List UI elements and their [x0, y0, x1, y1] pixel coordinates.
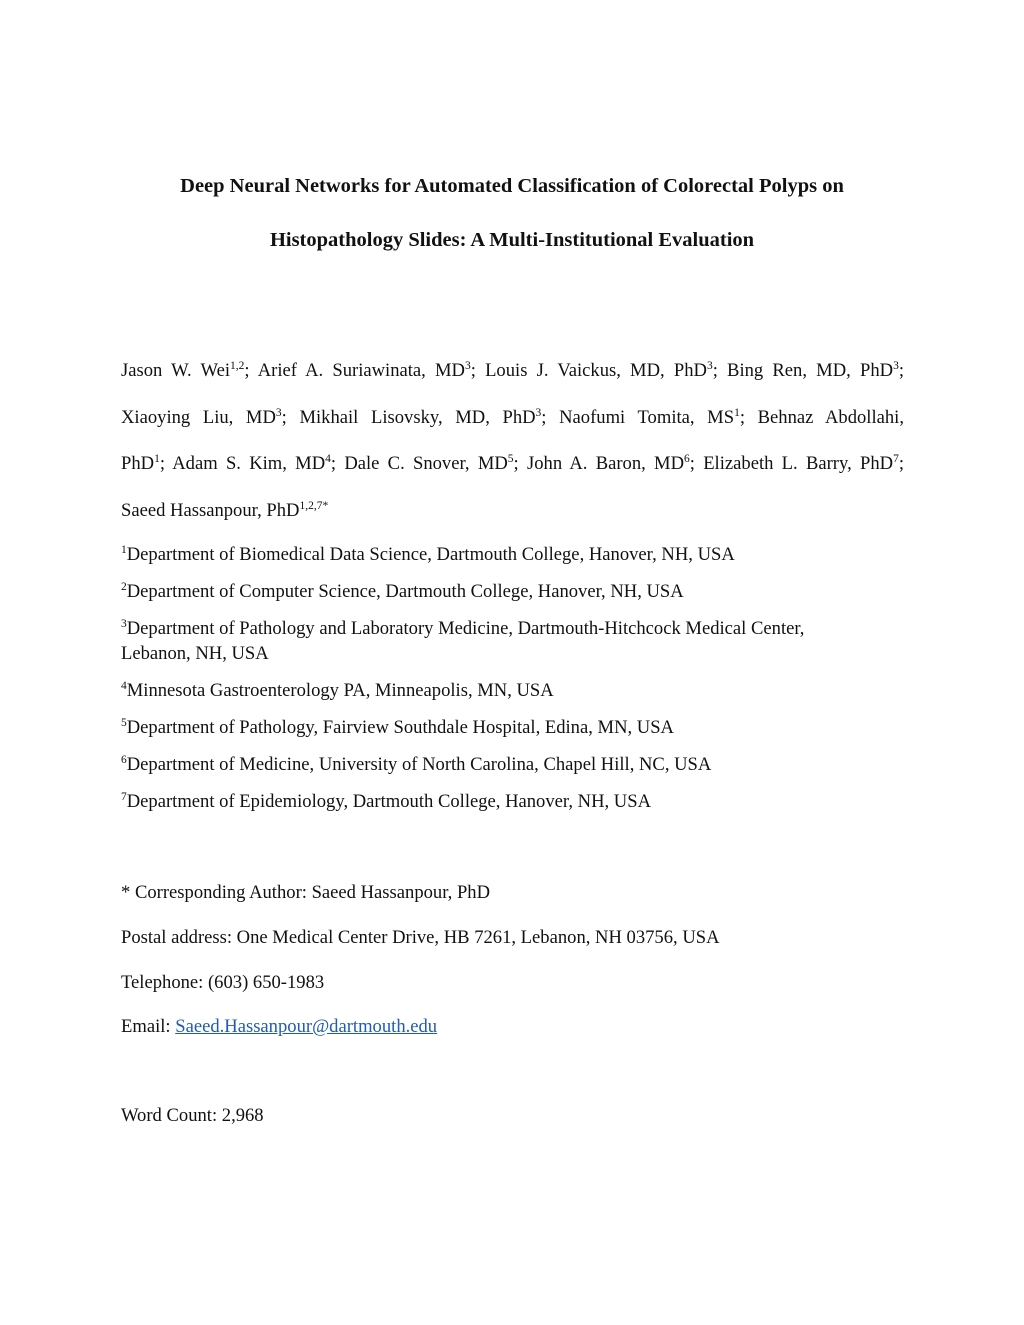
- affiliation-number: 2: [121, 581, 127, 593]
- author-name-part: Behnaz Abdollahi,: [757, 406, 904, 428]
- word-count: Word Count: 2,968: [121, 1105, 264, 1126]
- author-affiliation-mark: 3: [464, 360, 471, 372]
- affiliation-item: [121, 789, 911, 814]
- author-line-1: Jason W. Wei$^{1,2}$; Arief A. Suriawinata, $MD^3$; Louis J. Vaickus, MD, PhD$^3$; Bing Ren, MD, PhD$^3$;: [121, 360, 904, 381]
- author-affiliation-mark: 3: [275, 406, 282, 419]
- affiliation-list: [121, 542, 911, 826]
- author-name: Mikhail Lisovsky, MD, PhD: [299, 406, 536, 428]
- author-name: Jason W. Wei: [121, 360, 230, 381]
- author-name: Naofumi Tomita, MS: [559, 406, 735, 428]
- author-name: Bing Ren, MD, PhD: [727, 360, 894, 381]
- affiliation-text: Department of Computer Science, Dartmouth College, Hanover, NH, USA: [126, 581, 684, 602]
- affiliation-number: 5: [121, 717, 127, 729]
- author-name: Dale C. Snover, MD: [344, 453, 508, 474]
- author-name-part: PhD: [121, 453, 155, 474]
- corresponding-author: * Corresponding Author: Saeed Hassanpour, PhD: [121, 882, 491, 903]
- affiliation-number: 7: [121, 791, 127, 803]
- author-affiliation-mark: 3: [893, 360, 899, 372]
- author-line-2: Xiaoying Liu, $MD^3$; Mikhail Lisovsky, MD, PhD$^3$; Naofumi Tomita, $MS^1$; Behnaz Abdollahi,: [121, 406, 904, 428]
- affiliation-item: [121, 542, 911, 567]
- email-label: Email:: [121, 1016, 176, 1037]
- author-affiliation-mark: 1,2,7*: [299, 499, 329, 512]
- author-list: [121, 348, 904, 534]
- author-name: Saeed Hassanpour, PhD: [121, 499, 300, 521]
- author-affiliation-mark: 6: [684, 453, 690, 465]
- email-line: [121, 1016, 437, 1038]
- email-link[interactable]: Saeed.Hassanpour@dartmouth.edu: [175, 1016, 438, 1037]
- author-line-4: [121, 488, 904, 535]
- postal-address: Postal address: One Medical Center Drive, HB 7261, Lebanon, NH 03756, USA: [121, 927, 720, 948]
- affiliation-item: [121, 616, 911, 666]
- author-name: Adam S. Kim, MD: [172, 453, 326, 474]
- affiliation-text: Department of Epidemiology, Dartmouth College, Hanover, NH, USA: [126, 791, 651, 812]
- affiliation-item: [121, 678, 911, 703]
- affiliation-text: Minnesota Gastroenterology PA, Minneapolis, MN, USA: [126, 680, 554, 701]
- author-affiliation-mark: 3: [706, 360, 713, 372]
- author-name: Arief A. Suriawinata, MD: [257, 360, 465, 381]
- author-line-3: PhD$^1$; Adam S. Kim, $MD^4$; Dale C. Snover, $MD^5$; John A. Baron, $MD^6$; Elizabeth L. Barry, PhD$^7$;: [121, 453, 904, 474]
- affiliation-text-continued: Lebanon, NH, USA: [121, 643, 269, 664]
- author-name: John A. Baron, MD: [526, 453, 685, 474]
- author-name: Xiaoying Liu, MD: [121, 406, 276, 428]
- author-affiliation-mark: 4: [325, 453, 331, 465]
- affiliation-item: [121, 715, 911, 740]
- author-affiliation-mark: 1: [734, 406, 740, 419]
- affiliation-text: Department of Pathology, Fairview Southdale Hospital, Edina, MN, USA: [126, 717, 674, 738]
- author-affiliation-mark: 1,2: [230, 360, 245, 372]
- author-name: Louis J. Vaickus, MD, PhD: [485, 360, 707, 381]
- paper-title-line-1: Deep Neural Networks for Automated Classification of Colorectal Polyps on: [180, 175, 844, 197]
- telephone: Telephone: (603) 650-1983: [121, 972, 325, 993]
- author-name: Elizabeth L. Barry, PhD: [703, 453, 894, 474]
- affiliation-number: 1: [121, 544, 127, 556]
- affiliation-item: [121, 752, 911, 777]
- author-affiliation-mark: 7: [893, 453, 899, 465]
- affiliation-number: 3: [121, 618, 127, 630]
- affiliation-text: Department of Pathology and Laboratory Medicine, Dartmouth-Hitchcock Medical Center,: [126, 618, 805, 639]
- author-affiliation-mark: 3: [535, 406, 542, 419]
- author-affiliation-mark: 5: [507, 453, 514, 465]
- affiliation-text: Department of Biomedical Data Science, Dartmouth College, Hanover, NH, USA: [126, 544, 735, 565]
- paper-title-line-2: Histopathology Slides: A Multi-Institutional Evaluation: [269, 229, 755, 251]
- affiliation-text: Department of Medicine, University of North Carolina, Chapel Hill, NC, USA: [126, 754, 712, 775]
- affiliation-number: 4: [121, 680, 127, 692]
- author-affiliation-mark: 1: [154, 453, 160, 465]
- affiliation-item: [121, 579, 911, 604]
- affiliation-number: 6: [121, 754, 127, 766]
